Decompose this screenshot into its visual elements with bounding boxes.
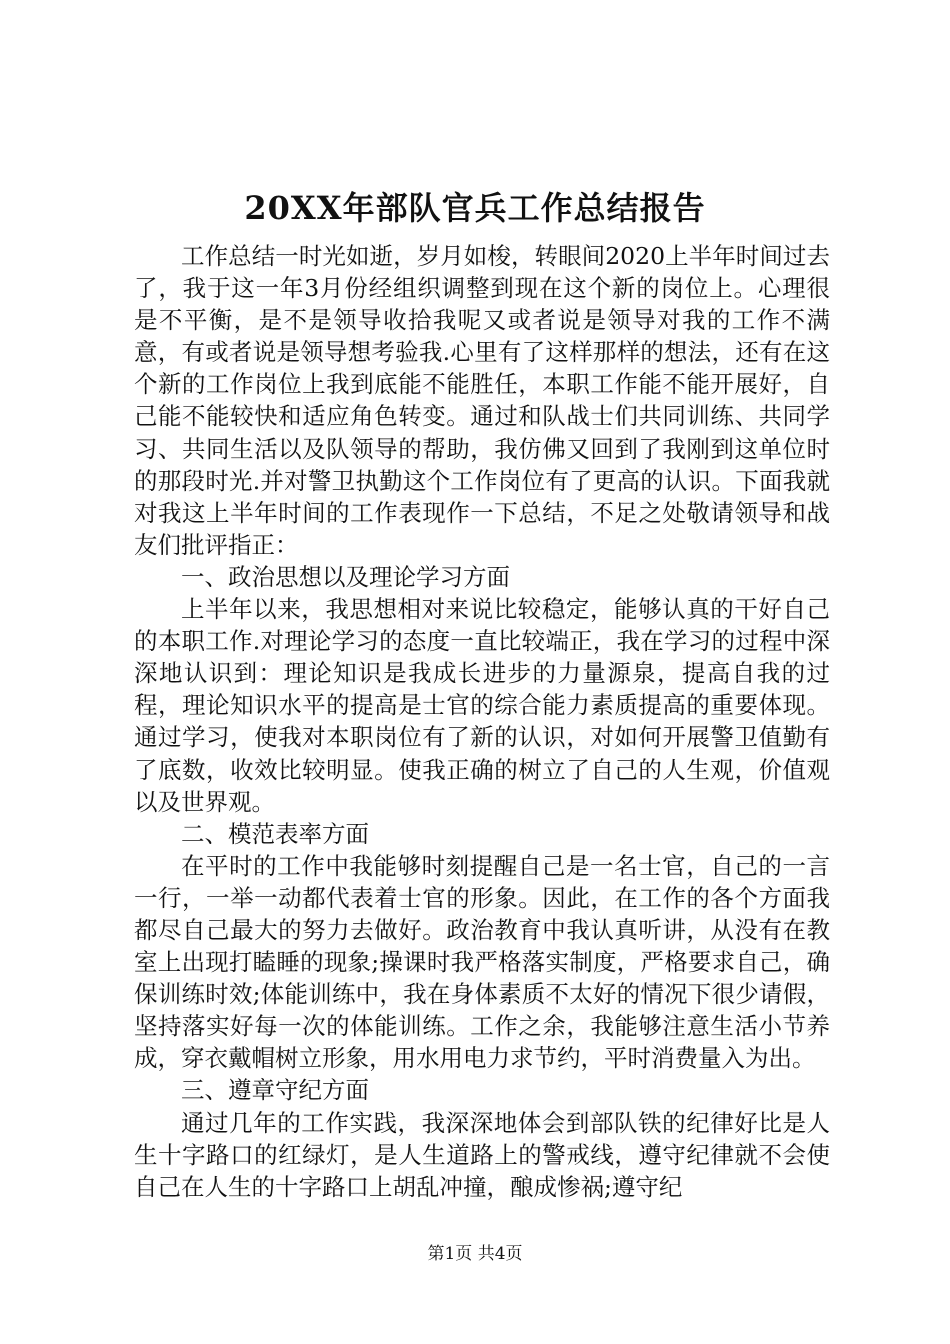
political-paragraph: 上半年以来，我思想相对来说比较稳定，能够认真的干好自己的本职工作.对理论学习的态度一直比较端正，我在学习的过程中深深地认识到：理论知识是我成长进步的力量源泉，提高自我的过程，理论知识水平的提高是士官的综合能力素质提高的重要体现。通过学习，使我对本职岗位有了新的认识，对如何开展警卫值勤有了底数，收效比较明显。使我正确的树立了自己的人生观，价值观以及世界观。	[134, 595, 830, 816]
document-title: 20XX年部队官兵工作总结报告	[244, 189, 706, 227]
document-body	[134, 240, 830, 1203]
section-heading-political: 一、政治思想以及理论学习方面	[181, 562, 510, 591]
section-heading-discipline: 三、遵章守纪方面	[181, 1076, 369, 1105]
intro-paragraph: 工作总结一时光如逝，岁月如梭，转眼间2020上半年时间过去了，我于这一年3月份经组织调整到现在这个新的岗位上。心理很是不平衡，是不是领导收拾我呢又或者说是领导对我的工作不满意，有或者说是领导想考验我.心里有了这样那样的想法，还有在这个新的工作岗位上我到底能不能胜任，本职工作能不能开展好，自己能不能较快和适应角色转变。通过和队战士们共同训练、共同学习、共同生活以及队领导的帮助，我仿佛又回到了我刚到这单位时的那段时光.并对警卫执勤这个工作岗位有了更高的认识。下面我就对我这上半年时间的工作表现作一下总结，不足之处敬请领导和战友们批评指正：	[134, 242, 830, 559]
section-heading-role-model: 二、模范表率方面	[181, 819, 369, 848]
discipline-paragraph: 通过几年的工作实践，我深深地体会到部队铁的纪律好比是人生十字路口的红绿灯，是人生道路上的警戒线，遵守纪律就不会使自己在人生的十字路口上胡乱冲撞，酿成惨祸;遵守纪	[134, 1108, 830, 1201]
role-model-paragraph: 在平时的工作中我能够时刻提醒自己是一名士官，自己的一言一行，一举一动都代表着士官的形象。因此，在工作的各个方面我都尽自己最大的努力去做好。政治教育中我认真听讲，从没有在教室上出现打瞌睡的现象;操课时我严格落实制度，严格要求自己，确保训练时效;体能训练中，我在身体素质不太好的情况下很少请假，坚持落实好每一次的体能训练。工作之余，我能够注意生活小节养成，穿衣戴帽树立形象，用水用电力求节约，平时消费量入为出。	[134, 851, 830, 1073]
page-footer: 第1页 共4页	[427, 1244, 523, 1264]
